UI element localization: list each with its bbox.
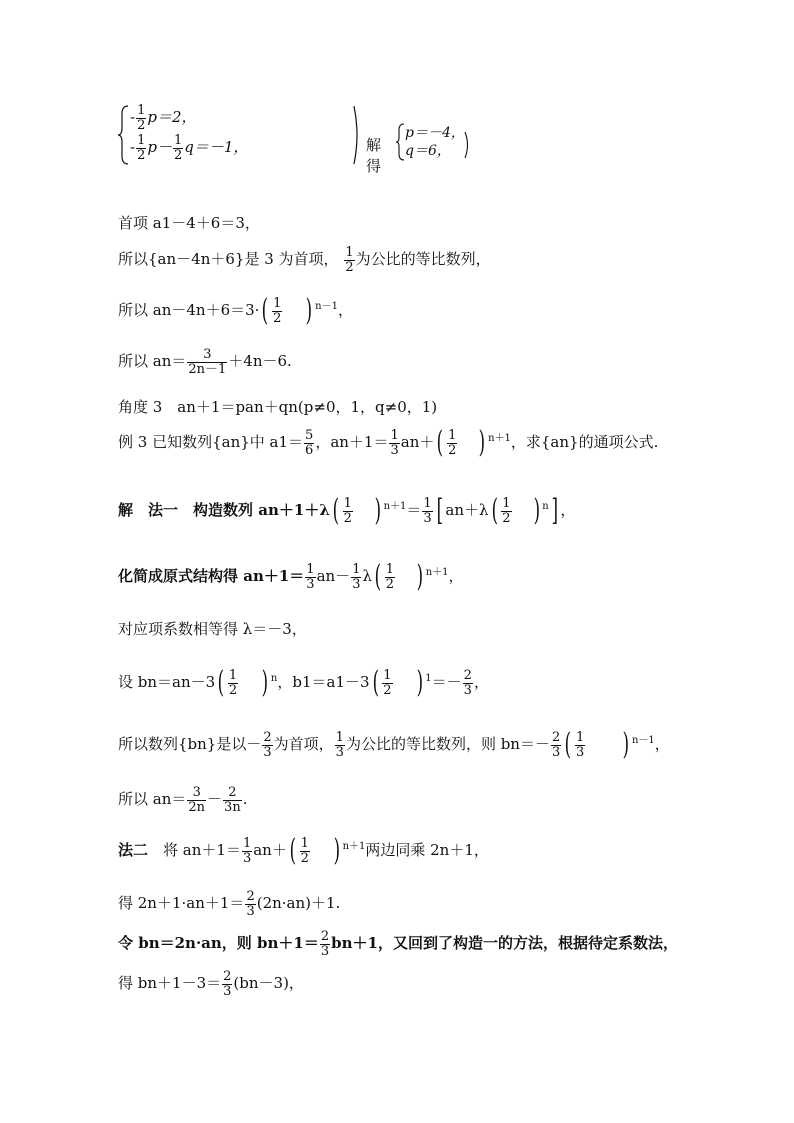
line-an-final: 所以 an＝ $\frac{3}{2n}$ － $\frac{2}{3n}$ .	[118, 785, 248, 815]
line-geometric-1: 所以{an－4n＋6}是 3 为首项， $\frac{1}{2}$ 为公比的等比数列，	[118, 245, 491, 275]
line-simplify: 化简成原式结构得 an＋1＝ $\frac{1}{3}$ an－ $\frac{1}{3}$ λ( $\frac{1}{2}$ ) $^{n+1}$，	[118, 559, 464, 594]
line-recurrence: 得 bn＋1－3＝ $\frac{2}{3}$ (bn－3)，	[118, 969, 304, 999]
line-method-2: 法二 将 an＋1＝ $\frac{1}{3}$ an＋( $\frac{1}{2}$ ) $^{n+1}$两边同乘 2n＋1，	[118, 833, 489, 868]
line-an-expression: 所以 an－4n＋6＝3·( $\frac{1}{2}$ ) $^{n-1}$，	[118, 293, 353, 328]
line-an-result: 所以 an＝ $\frac{3}{2n-1}$ ＋4n－6.	[118, 347, 292, 377]
equation-2: - $\frac{1}{2}$ p－ $\frac{1}{2}$ q＝－1，	[130, 133, 249, 163]
line-substitute: 令 bn＝2n·an，则 bn＋1＝ $\frac{2}{3}$ bn＋1，又回到了构造一的方法，根据待定系数法，	[118, 929, 678, 959]
line-method-1: 解 法一 构造数列 an＋1＋λ( $\frac{1}{2}$ ) $^{n+1}$＝ $\frac{1}{3}$ [ an＋λ( $\frac{1}{2}$ ) $^n$] ，	[118, 493, 576, 528]
equation-1: - $\frac{1}{2}$ p＝2，	[130, 103, 197, 133]
solution-q: q＝6，	[405, 143, 451, 159]
line-multiply: 得 2n＋1·an＋1＝ $\frac{2}{3}$ (2n·an)＋1.	[118, 889, 341, 919]
line-coefficient: 对应项系数相等得 λ＝－3，	[118, 620, 307, 638]
solved-label: 解得	[366, 136, 382, 175]
line-first-term: 首项 a1－4＋6＝3，	[118, 214, 260, 232]
small-right-paren-icon	[464, 130, 472, 160]
solution-p: p＝－4，	[405, 125, 465, 141]
line-angle-3: 角度 3 an＋1＝pan＋qn(p≠0，1，q≠0，1)	[118, 398, 438, 416]
line-example-3: 例 3 已知数列{an}中 a1＝ $\frac{5}{6}$ ，an＋1＝ $\frac{1}{3}$ an＋( $\frac{1}{2}$ ) $^{n+1}$，求{an}的通项公式.	[118, 425, 659, 460]
line-define-bn: 设 bn＝an－3( $\frac{1}{2}$ ) $^n$，b1＝a1－3( $\frac{1}{2}$ ) $^1$＝－ $\frac{2}{3}$ ，	[118, 665, 489, 700]
left-brace-icon	[118, 104, 130, 166]
right-paren-icon	[352, 104, 362, 166]
line-bn-geometric: 所以数列{bn}是以－ $\frac{2}{3}$ 为首项， $\frac{1}{3}$ 为公比的等比数列，则 bn＝－ $\frac{2}{3}$ ( $\frac{1}{3}$ ) $^{n-1}$，	[118, 727, 670, 762]
